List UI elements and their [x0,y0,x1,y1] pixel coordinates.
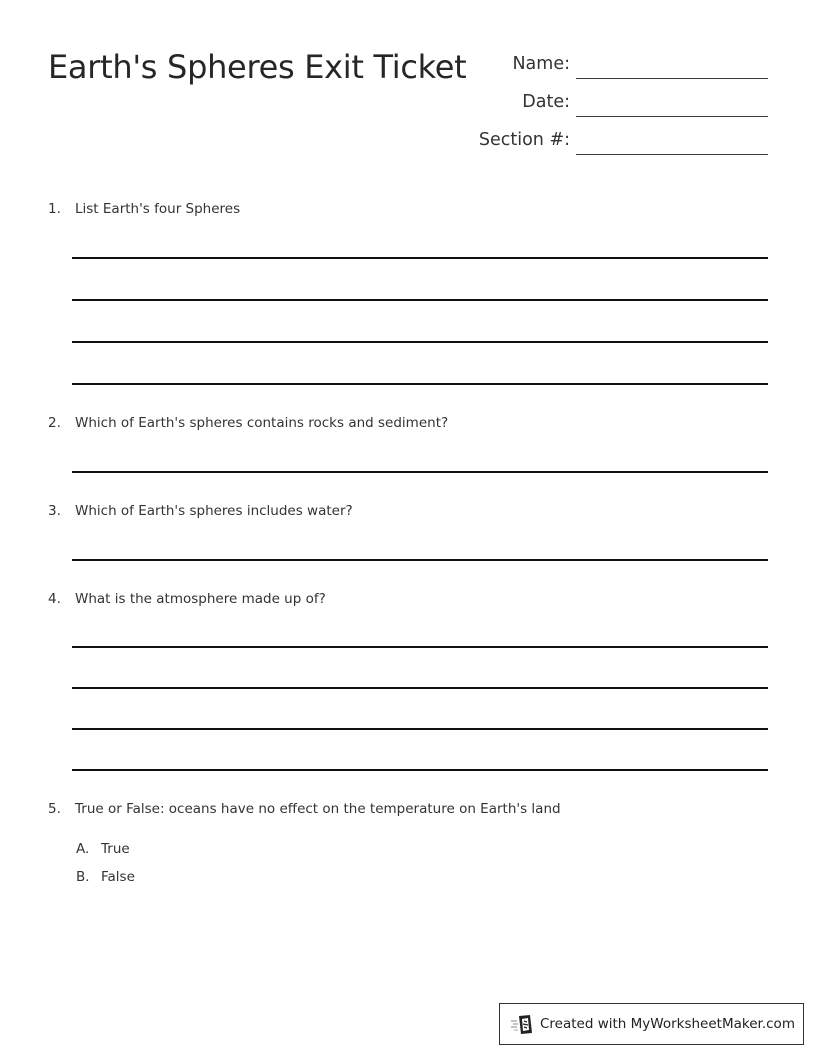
section-field[interactable] [479,125,768,155]
question-number: 4. [48,591,61,607]
section-field-line[interactable] [576,154,768,155]
question-text: True or False: oceans have no effect on the temperature on Earth's land [75,801,561,817]
answer-line-q4-2[interactable] [72,687,768,689]
date-field-line[interactable] [576,116,768,117]
footer-text: Created with MyWorksheetMaker.com [540,1016,795,1032]
answer-line-q1-2[interactable] [72,299,768,301]
footer-badge[interactable] [499,1003,804,1045]
name-field-line[interactable] [576,78,768,79]
question-1 [48,200,240,218]
worksheet-title: Earth's Spheres Exit Ticket [48,48,467,86]
answer-line-q2[interactable] [72,471,768,473]
date-field[interactable] [522,87,768,117]
question-text: List Earth's four Spheres [75,201,241,217]
question-number: 2. [48,415,61,431]
choice-letter: A. [76,841,90,857]
question-4 [48,590,326,608]
question-number: 3. [48,503,61,519]
section-field-label: Section #: [478,130,570,150]
answer-line-q1-1[interactable] [72,257,768,259]
choice-a[interactable] [76,840,130,858]
choice-text: True [101,841,130,857]
choice-b[interactable] [76,868,135,886]
worksheet-maker-logo-icon [510,1013,534,1035]
question-number: 5. [48,801,61,817]
answer-line-q1-4[interactable] [72,383,768,385]
name-field[interactable] [512,49,768,79]
question-text: Which of Earth's spheres includes water? [75,503,353,519]
choice-letter: B. [76,869,90,885]
question-5 [48,800,561,818]
question-number: 1. [48,201,61,217]
answer-line-q4-1[interactable] [72,646,768,648]
choice-text: False [101,869,135,885]
name-field-label: Name: [512,54,570,74]
date-field-label: Date: [522,92,570,112]
answer-line-q1-3[interactable] [72,341,768,343]
answer-line-q4-3[interactable] [72,728,768,730]
question-text: Which of Earth's spheres contains rocks and sediment? [75,415,449,431]
question-3 [48,502,353,520]
question-text: What is the atmosphere made up of? [75,591,326,607]
question-2 [48,414,448,432]
answer-line-q3[interactable] [72,559,768,561]
answer-line-q4-4[interactable] [72,769,768,771]
